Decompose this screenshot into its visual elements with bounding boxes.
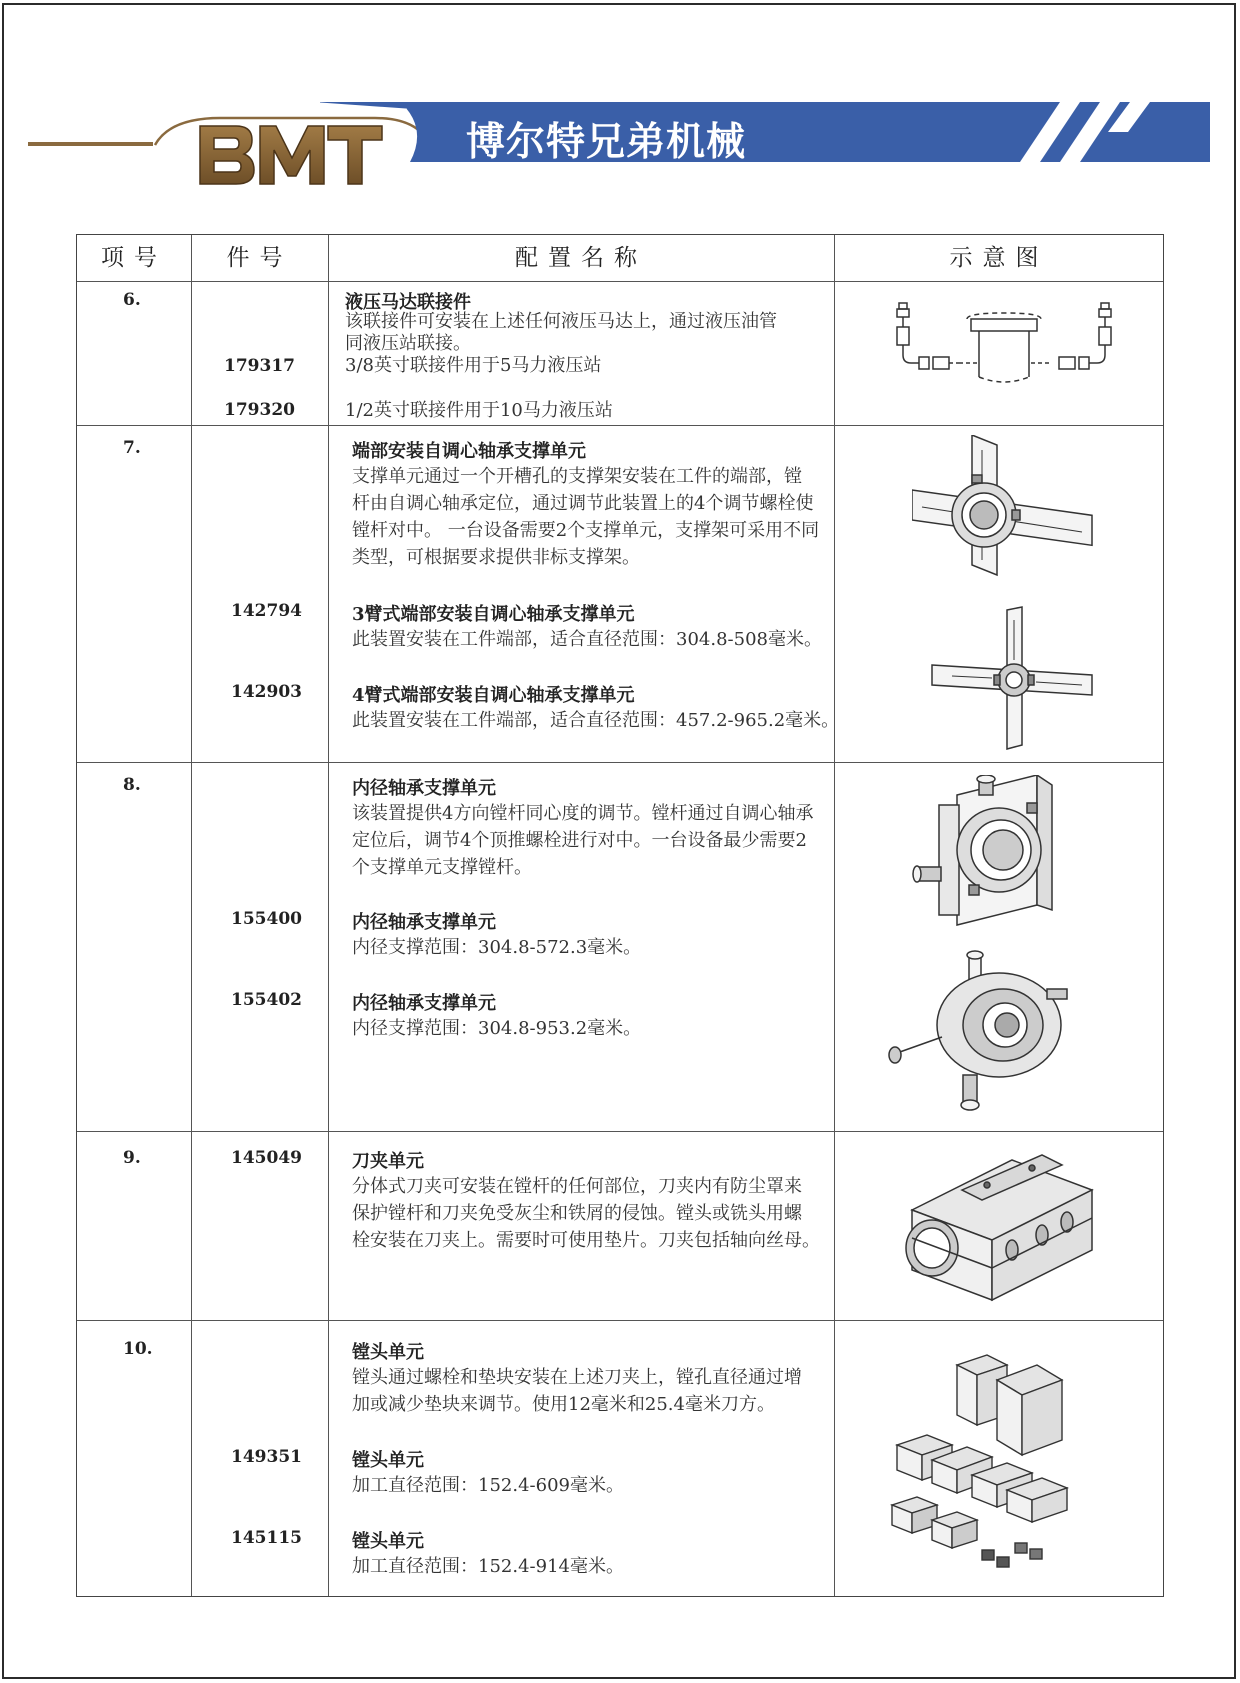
part-number: 179320 bbox=[224, 400, 295, 420]
item-desc-line: 个支撑单元支撑镗杆。 bbox=[352, 857, 532, 878]
sub-title: 内径轴承支撑单元 bbox=[352, 993, 496, 1014]
sub-desc: 内径支撑范围：304.8-953.2毫米。 bbox=[352, 1018, 642, 1039]
row-divider bbox=[77, 1131, 1163, 1132]
item-number: 10. bbox=[123, 1339, 153, 1359]
boring-head-blocks-icon bbox=[887, 1335, 1107, 1585]
row-divider bbox=[77, 425, 1163, 426]
configuration-table bbox=[76, 234, 1164, 1597]
sub-desc: 加工直径范围：152.4-609毫米。 bbox=[352, 1475, 624, 1496]
sub-title: 镗头单元 bbox=[352, 1450, 424, 1471]
item-desc-line: 该联接件可安装在上述任何液压马达上，通过液压油管 bbox=[345, 311, 777, 332]
item-desc-line: 支撑单元通过一个开槽孔的支撑架安装在工件的端部，镗 bbox=[352, 466, 802, 487]
item-number: 7. bbox=[123, 438, 141, 458]
row-divider bbox=[77, 1320, 1163, 1321]
item-desc-line: 定位后，调节4个顶推螺栓进行对中。一台设备最少需要2 bbox=[352, 830, 807, 851]
sub-desc: 加工直径范围：152.4-914毫米。 bbox=[352, 1556, 624, 1577]
sub-title: 内径轴承支撑单元 bbox=[352, 912, 496, 933]
item-desc-line: 保护镗杆和刀夹免受灰尘和铁屑的侵蚀。镗头或铣头用螺 bbox=[352, 1203, 802, 1224]
part-number: 142903 bbox=[231, 682, 302, 702]
item-desc-line: 同液压站联接。 bbox=[345, 333, 471, 354]
col-divider bbox=[191, 235, 192, 1596]
item-desc-line: 分体式刀夹可安装在镗杆的任何部位，刀夹内有防尘罩来 bbox=[352, 1176, 802, 1197]
item-title: 刀夹单元 bbox=[352, 1151, 424, 1172]
item-desc-line: 镗头通过螺栓和垫块安装在上述刀夹上，镗孔直径通过增 bbox=[352, 1367, 802, 1388]
item-desc-line: 镗杆对中。 一台设备需要2个支撑单元，支撑架可采用不同 bbox=[352, 520, 820, 541]
part-number: 142794 bbox=[231, 601, 302, 621]
row-divider bbox=[77, 281, 1163, 282]
sub-desc: 此装置安装在工件端部，适合直径范围：457.2-965.2毫米。 bbox=[352, 710, 840, 731]
col-header-item-no: 项号 bbox=[101, 245, 167, 271]
item-title: 内径轴承支撑单元 bbox=[352, 778, 496, 799]
sub-desc: 内径支撑范围：304.8-572.3毫米。 bbox=[352, 937, 642, 958]
item-number: 9. bbox=[123, 1148, 141, 1168]
company-name: 博尔特兄弟机械 bbox=[466, 119, 747, 165]
part-number: 155400 bbox=[231, 909, 302, 929]
part-number: 149351 bbox=[231, 1447, 302, 1467]
sub-desc: 1/2英寸联接件用于10马力液压站 bbox=[345, 400, 613, 421]
item-number: 6. bbox=[123, 290, 141, 310]
item-desc-line: 类型，可根据要求提供非标支撑架。 bbox=[352, 547, 640, 568]
hydraulic-coupling-icon bbox=[889, 297, 1119, 397]
sub-title: 镗头单元 bbox=[352, 1531, 424, 1552]
item-desc-line: 杆由自调心轴承定位，通过调节此装置上的4个调节螺栓使 bbox=[352, 493, 814, 514]
item-desc-line: 加或减少垫块来调节。使用12毫米和25.4毫米刀方。 bbox=[352, 1394, 775, 1415]
item-desc-line: 栓安装在刀夹上。需要时可使用垫片。刀夹包括轴向丝母。 bbox=[352, 1230, 820, 1251]
col-divider bbox=[328, 235, 329, 1596]
col-divider bbox=[834, 235, 835, 1596]
row-divider bbox=[77, 762, 1163, 763]
sub-title: 4臂式端部安装自调心轴承支撑单元 bbox=[352, 685, 635, 706]
inner-diameter-bearing-support-icon bbox=[887, 775, 1087, 1120]
part-number: 145115 bbox=[231, 1528, 302, 1548]
part-number: 145049 bbox=[231, 1148, 302, 1168]
header-rule bbox=[28, 142, 153, 146]
sub-title: 3臂式端部安装自调心轴承支撑单元 bbox=[352, 604, 635, 625]
sub-desc: 此装置安装在工件端部，适合直径范围：304.8-508毫米。 bbox=[352, 629, 822, 650]
item-title: 液压马达联接件 bbox=[345, 292, 471, 313]
part-number: 179317 bbox=[224, 356, 295, 376]
title-banner bbox=[320, 102, 1210, 162]
item-title: 端部安装自调心轴承支撑单元 bbox=[352, 441, 586, 462]
item-title: 镗头单元 bbox=[352, 1342, 424, 1363]
sub-desc: 3/8英寸联接件用于5马力液压站 bbox=[345, 355, 602, 376]
item-number: 8. bbox=[123, 775, 141, 795]
col-header-config-name: 配置名称 bbox=[515, 245, 647, 271]
tool-holder-icon bbox=[892, 1140, 1112, 1310]
col-header-diagram: 示意图 bbox=[949, 245, 1049, 271]
part-number: 155402 bbox=[231, 990, 302, 1010]
end-mount-bearing-support-icon bbox=[912, 435, 1102, 755]
item-desc-line: 该装置提供4方向镗杆同心度的调节。镗杆通过自调心轴承 bbox=[352, 803, 814, 824]
col-header-part-no: 件号 bbox=[226, 245, 293, 271]
